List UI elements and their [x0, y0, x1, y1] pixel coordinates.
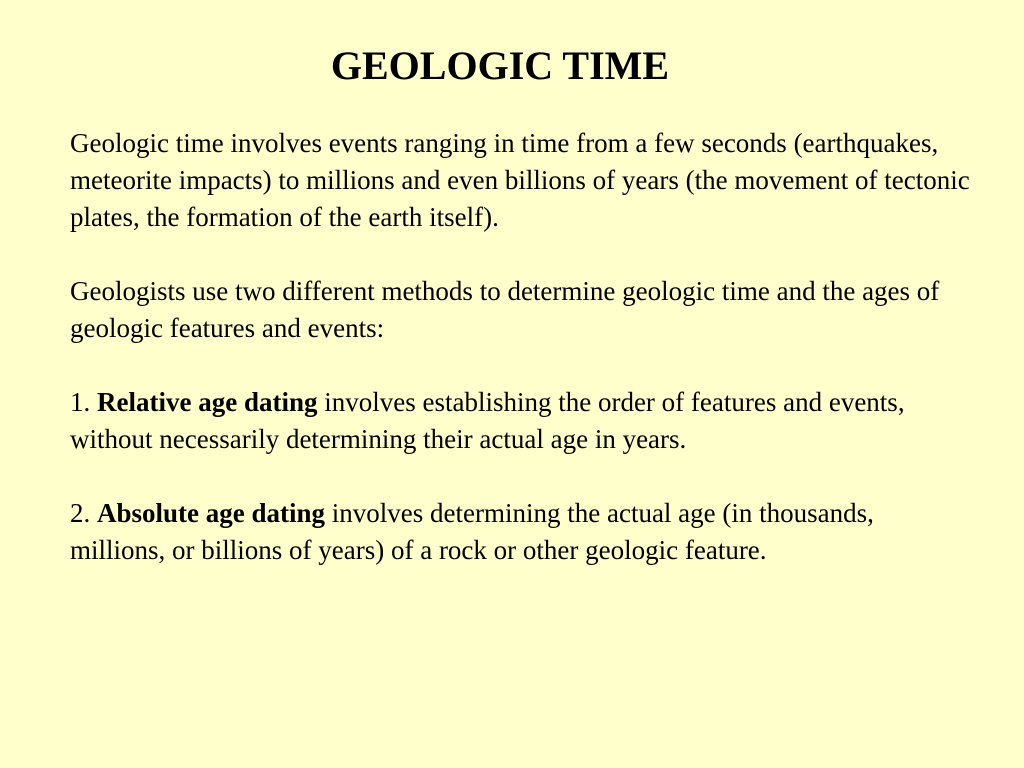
methods-intro-paragraph: Geologists use two different methods to determine geologic time and the ages of geologic features and events: — [70, 276, 940, 343]
method-number: 1. — [70, 387, 91, 417]
intro-paragraph: Geologic time involves events ranging in time from a few seconds (earthquakes, meteorite impacts) to millions and even billions of years (the movement of tectonic plates, the formation of the earth itself). — [70, 128, 970, 232]
slide-title: GEOLOGIC TIME — [330, 43, 670, 88]
slide-body — [70, 125, 970, 569]
method-term: Relative age dating — [97, 387, 318, 417]
method-description: involves determining the actual age (in thousands, millions, or billions of years) of a rock or other geologic feature. — [70, 498, 874, 565]
method-term: Absolute age dating — [97, 498, 326, 528]
method-number: 2. — [70, 498, 91, 528]
method-item-absolute — [70, 495, 970, 569]
method-description: involves establishing the order of features and events, without necessarily determining their actual age in years. — [70, 387, 905, 454]
method-item-relative — [70, 384, 970, 458]
